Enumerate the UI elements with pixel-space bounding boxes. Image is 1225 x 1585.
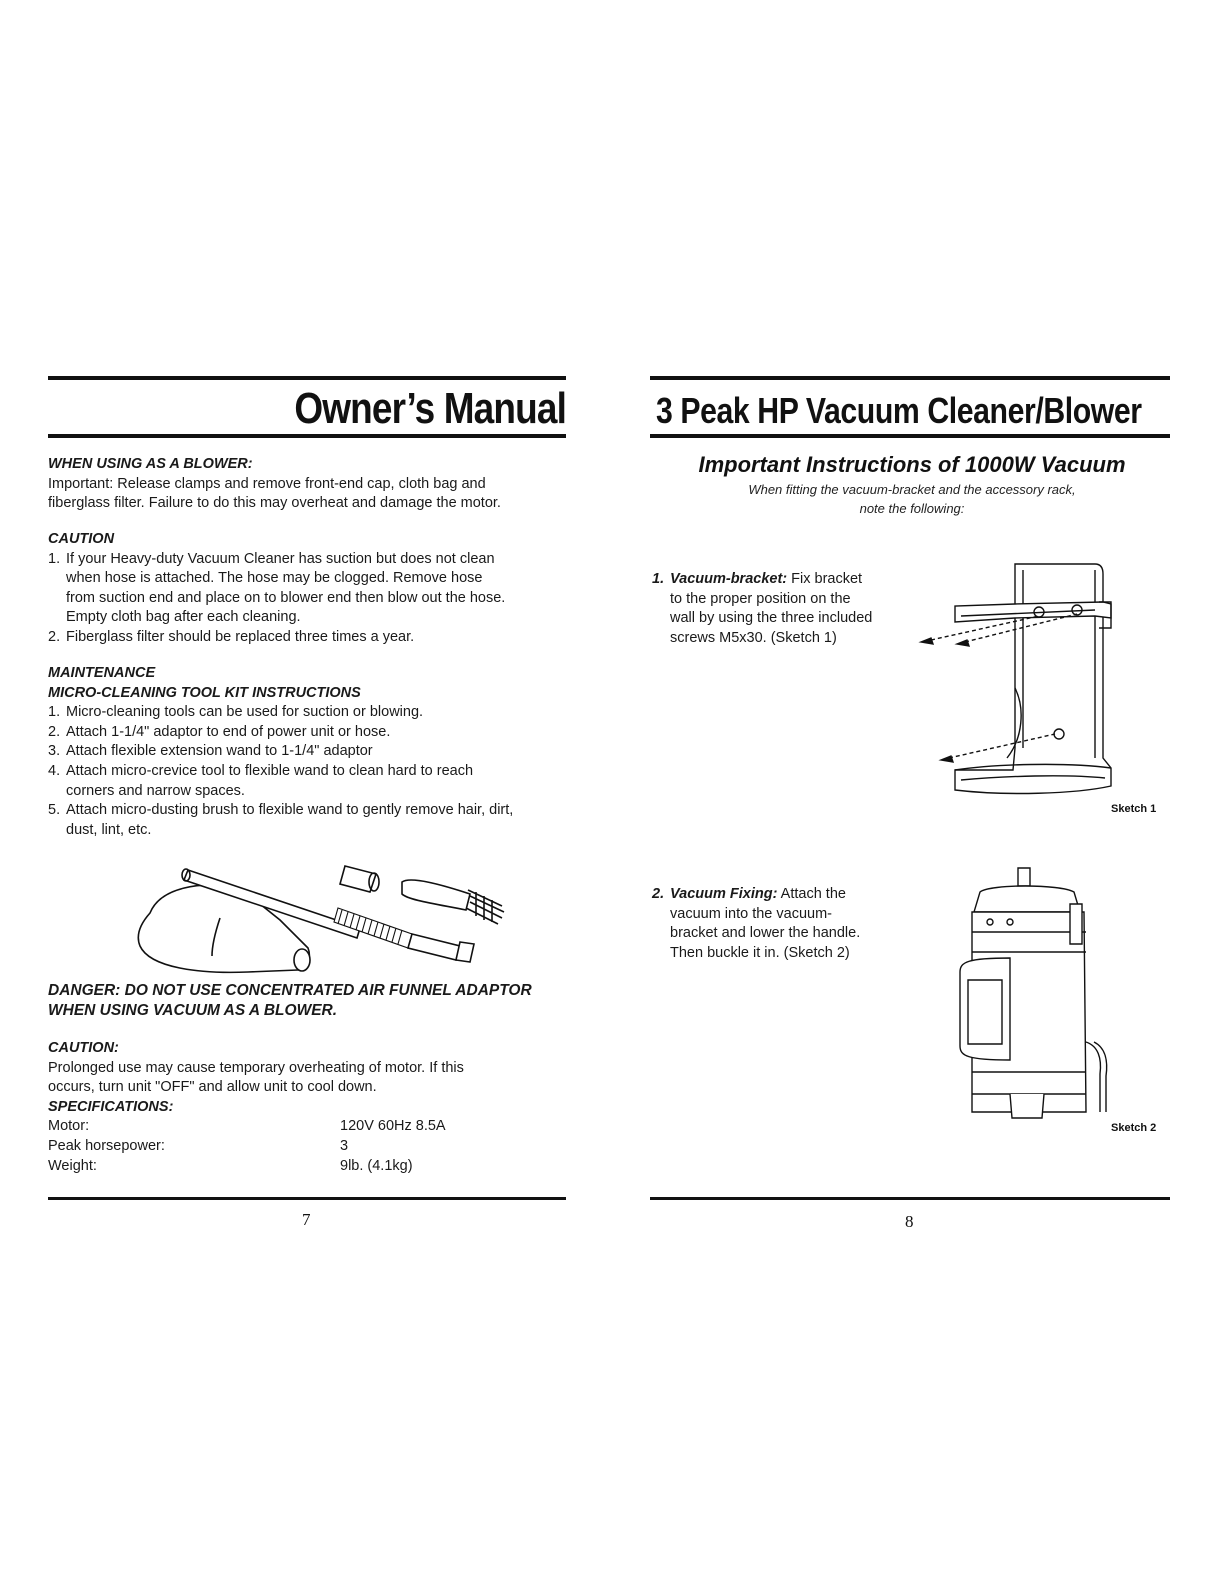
maintenance-section xyxy=(48,664,568,840)
caution2-line-2: occurs, turn unit "OFF" and allow unit to cool down. xyxy=(48,1079,377,1096)
spec-row: Motor: 120V 60Hz 8.5A xyxy=(48,1118,446,1135)
caution-item: 2. Fiberglass filter should be replaced three times a year. xyxy=(48,628,415,645)
danger-line-1: DANGER: DO NOT USE CONCENTRATED AIR FUNNEL ADAPTOR xyxy=(48,982,532,999)
maintenance-heading: MAINTENANCE xyxy=(48,665,156,681)
step-2: 2. Vacuum Fixing: Attach the vacuum into the vacuum- bracket and lower the handle. Then buckle it in. (Sketch 2) xyxy=(652,886,861,961)
sketch-2-vacuum-illustration xyxy=(950,862,1120,1122)
step-2-label: Vacuum Fixing: xyxy=(670,886,778,902)
blower-section xyxy=(48,455,568,514)
tool-kit-illustration xyxy=(130,858,520,988)
danger-section xyxy=(48,981,588,1021)
caution-heading: CAUTION xyxy=(48,531,115,547)
page-number-right: 8 xyxy=(905,1212,914,1231)
instructions-note: When fitting the vacuum-bracket and the accessory rack, note the following: xyxy=(748,482,1076,516)
step-1: 1. Vacuum-bracket: Fix bracket to the proper position on the wall by using the three included screws M5x30. (Sketch 1) xyxy=(652,571,873,646)
maintenance-item: 2. Attach 1-1/4" adaptor to end of power unit or hose. xyxy=(48,723,391,740)
blower-line-2: fiberglass filter. Failure to do this may overheat and damage the motor. xyxy=(48,495,501,512)
caution2-heading: CAUTION: xyxy=(48,1040,119,1056)
caution2-section xyxy=(48,1039,568,1176)
caution-section xyxy=(48,530,568,648)
specs-heading: SPECIFICATIONS: xyxy=(48,1098,174,1115)
left-page-title: Owner’s Manual xyxy=(294,384,566,433)
maintenance-item: 3. Attach flexible extension wand to 1-1/4" adaptor xyxy=(48,743,373,760)
maintenance-item: 4. Attach micro-crevice tool to flexible wand to clean hard to reach corners and narrow spaces. xyxy=(48,762,474,799)
right-bottom-rule xyxy=(650,1197,1170,1200)
sketch-1-caption: Sketch 1 xyxy=(1111,803,1157,815)
sketch-2-caption: Sketch 2 xyxy=(1111,1122,1157,1134)
spec-row: Peak horsepower: 3 xyxy=(48,1137,349,1154)
left-top-rule xyxy=(48,376,566,380)
sketch-1-bracket-illustration xyxy=(915,558,1115,808)
right-title-rule xyxy=(650,434,1170,438)
right-page-title: 3 Peak HP Vacuum Cleaner/Blower xyxy=(656,390,1142,431)
page-number-left: 7 xyxy=(302,1210,311,1229)
left-bottom-rule xyxy=(48,1197,566,1200)
maintenance-item: 1. Micro-cleaning tools can be used for suction or blowing. xyxy=(48,704,424,721)
blower-heading: WHEN USING AS A BLOWER: xyxy=(48,456,253,472)
maintenance-item: 5. Attach micro-dusting brush to flexible wand to gently remove hair, dirt, dust, lint, etc. xyxy=(48,802,514,838)
blower-line-1: Important: Release clamps and remove front-end cap, cloth bag and xyxy=(48,475,486,492)
spec-row: Weight: 9lb. (4.1kg) xyxy=(48,1157,413,1174)
left-title-rule xyxy=(48,434,566,438)
caution2-line-1: Prolonged use may cause temporary overheating of motor. If this xyxy=(48,1059,464,1076)
right-top-rule xyxy=(650,376,1170,380)
micro-cleaning-heading: MICRO-CLEANING TOOL KIT INSTRUCTIONS xyxy=(48,684,361,701)
important-instructions-heading: Important Instructions of 1000W Vacuum xyxy=(698,452,1126,477)
danger-line-2: WHEN USING VACUUM AS A BLOWER. xyxy=(48,1002,338,1019)
caution-item: 1. If your Heavy-duty Vacuum Cleaner has suction but does not clean when hose is attached. The hose may be clogged. Remove hose from suction end and place on to blower end then blow out the hose. Empty cloth bag after each cleaning. xyxy=(48,550,506,626)
step-1-label: Vacuum-bracket: xyxy=(670,571,788,587)
